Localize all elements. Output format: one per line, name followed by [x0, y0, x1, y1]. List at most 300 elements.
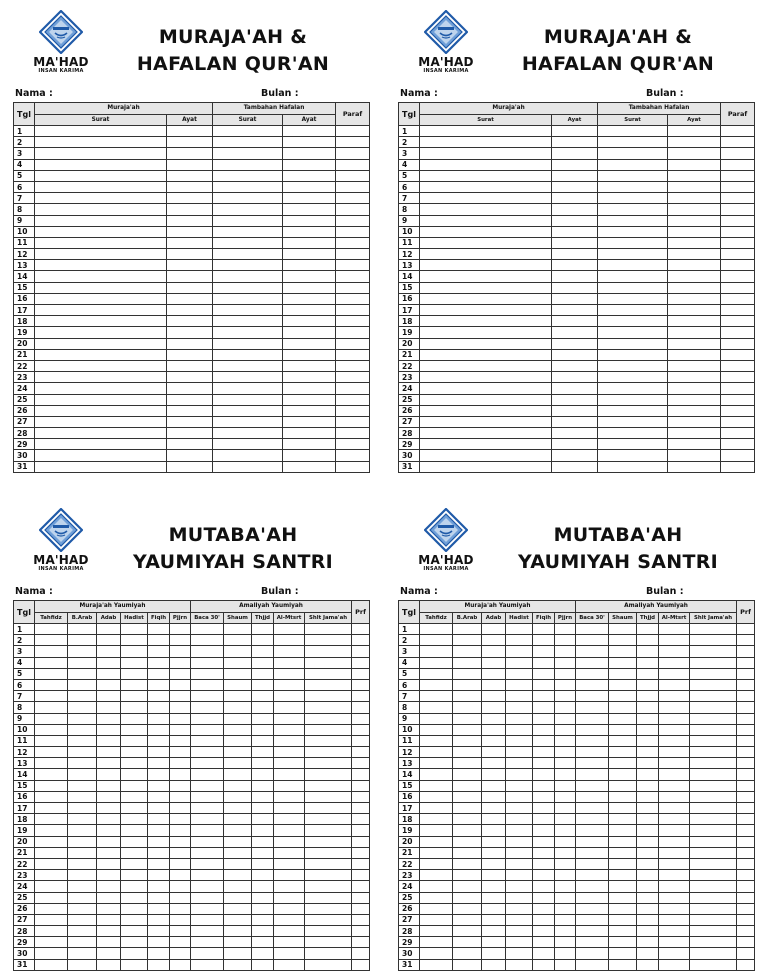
entry-cell[interactable] [420, 948, 453, 959]
entry-cell[interactable] [68, 646, 97, 657]
entry-cell[interactable] [213, 159, 283, 170]
entry-cell[interactable] [420, 260, 552, 271]
entry-cell[interactable] [453, 836, 482, 847]
entry-cell[interactable] [555, 780, 576, 791]
entry-cell[interactable] [552, 159, 598, 170]
entry-cell[interactable] [453, 803, 482, 814]
entry-cell[interactable] [213, 461, 283, 472]
entry-cell[interactable] [224, 803, 252, 814]
entry-cell[interactable] [68, 624, 97, 635]
entry-cell[interactable] [336, 215, 370, 226]
entry-cell[interactable] [533, 702, 555, 713]
entry-cell[interactable] [274, 937, 305, 948]
entry-cell[interactable] [506, 668, 533, 679]
entry-cell[interactable] [121, 870, 148, 881]
entry-cell[interactable] [252, 724, 274, 735]
entry-cell[interactable] [482, 780, 506, 791]
entry-cell[interactable] [35, 428, 167, 439]
entry-cell[interactable] [506, 657, 533, 668]
entry-cell[interactable] [274, 635, 305, 646]
entry-cell[interactable] [609, 668, 637, 679]
entry-cell[interactable] [148, 635, 170, 646]
entry-cell[interactable] [482, 825, 506, 836]
entry-cell[interactable] [506, 791, 533, 802]
entry-cell[interactable] [68, 679, 97, 690]
entry-cell[interactable] [121, 713, 148, 724]
entry-cell[interactable] [167, 148, 213, 159]
entry-cell[interactable] [721, 215, 755, 226]
entry-cell[interactable] [609, 836, 637, 847]
entry-cell[interactable] [737, 635, 755, 646]
entry-cell[interactable] [609, 948, 637, 959]
entry-cell[interactable] [637, 747, 659, 758]
entry-cell[interactable] [609, 780, 637, 791]
entry-cell[interactable] [637, 959, 659, 970]
entry-cell[interactable] [668, 226, 721, 237]
entry-cell[interactable] [352, 769, 370, 780]
entry-cell[interactable] [552, 338, 598, 349]
entry-cell[interactable] [420, 305, 552, 316]
entry-cell[interactable] [305, 858, 352, 869]
entry-cell[interactable] [213, 428, 283, 439]
entry-cell[interactable] [252, 657, 274, 668]
entry-cell[interactable] [576, 926, 609, 937]
entry-cell[interactable] [121, 881, 148, 892]
entry-cell[interactable] [659, 735, 690, 746]
entry-cell[interactable] [191, 702, 224, 713]
entry-cell[interactable] [555, 724, 576, 735]
entry-cell[interactable] [609, 803, 637, 814]
entry-cell[interactable] [305, 814, 352, 825]
entry-cell[interactable] [224, 735, 252, 746]
entry-cell[interactable] [533, 914, 555, 925]
entry-cell[interactable] [668, 327, 721, 338]
entry-cell[interactable] [420, 914, 453, 925]
entry-cell[interactable] [598, 237, 668, 248]
entry-cell[interactable] [352, 959, 370, 970]
entry-cell[interactable] [35, 635, 68, 646]
entry-cell[interactable] [283, 450, 336, 461]
entry-cell[interactable] [482, 713, 506, 724]
entry-cell[interactable] [506, 769, 533, 780]
entry-cell[interactable] [224, 870, 252, 881]
entry-cell[interactable] [170, 646, 191, 657]
entry-cell[interactable] [506, 959, 533, 970]
entry-cell[interactable] [420, 825, 453, 836]
entry-cell[interactable] [506, 814, 533, 825]
entry-cell[interactable] [552, 293, 598, 304]
entry-cell[interactable] [191, 814, 224, 825]
entry-cell[interactable] [420, 170, 552, 181]
entry-cell[interactable] [170, 881, 191, 892]
entry-cell[interactable] [148, 713, 170, 724]
entry-cell[interactable] [35, 360, 167, 371]
entry-cell[interactable] [148, 825, 170, 836]
entry-cell[interactable] [352, 858, 370, 869]
entry-cell[interactable] [148, 948, 170, 959]
entry-cell[interactable] [283, 461, 336, 472]
entry-cell[interactable] [35, 383, 167, 394]
entry-cell[interactable] [576, 914, 609, 925]
entry-cell[interactable] [274, 691, 305, 702]
entry-cell[interactable] [167, 439, 213, 450]
entry-cell[interactable] [213, 383, 283, 394]
entry-cell[interactable] [668, 148, 721, 159]
entry-cell[interactable] [35, 858, 68, 869]
entry-cell[interactable] [453, 959, 482, 970]
entry-cell[interactable] [35, 126, 167, 137]
entry-cell[interactable] [97, 825, 121, 836]
entry-cell[interactable] [148, 758, 170, 769]
entry-cell[interactable] [68, 713, 97, 724]
entry-cell[interactable] [191, 657, 224, 668]
entry-cell[interactable] [213, 215, 283, 226]
entry-cell[interactable] [533, 780, 555, 791]
entry-cell[interactable] [170, 836, 191, 847]
entry-cell[interactable] [420, 814, 453, 825]
entry-cell[interactable] [453, 791, 482, 802]
entry-cell[interactable] [453, 657, 482, 668]
entry-cell[interactable] [35, 836, 68, 847]
entry-cell[interactable] [352, 735, 370, 746]
entry-cell[interactable] [737, 646, 755, 657]
entry-cell[interactable] [555, 679, 576, 690]
entry-cell[interactable] [121, 769, 148, 780]
entry-cell[interactable] [637, 858, 659, 869]
entry-cell[interactable] [148, 836, 170, 847]
entry-cell[interactable] [552, 439, 598, 450]
entry-cell[interactable] [352, 937, 370, 948]
entry-cell[interactable] [420, 724, 453, 735]
entry-cell[interactable] [252, 903, 274, 914]
entry-cell[interactable] [274, 624, 305, 635]
entry-cell[interactable] [170, 657, 191, 668]
entry-cell[interactable] [148, 847, 170, 858]
entry-cell[interactable] [420, 360, 552, 371]
entry-cell[interactable] [420, 159, 552, 170]
entry-cell[interactable] [213, 439, 283, 450]
entry-cell[interactable] [659, 624, 690, 635]
entry-cell[interactable] [213, 405, 283, 416]
entry-cell[interactable] [555, 903, 576, 914]
entry-cell[interactable] [609, 814, 637, 825]
entry-cell[interactable] [552, 383, 598, 394]
entry-cell[interactable] [148, 914, 170, 925]
entry-cell[interactable] [533, 836, 555, 847]
entry-cell[interactable] [506, 870, 533, 881]
entry-cell[interactable] [420, 747, 453, 758]
entry-cell[interactable] [97, 724, 121, 735]
entry-cell[interactable] [305, 791, 352, 802]
entry-cell[interactable] [213, 193, 283, 204]
entry-cell[interactable] [737, 713, 755, 724]
entry-cell[interactable] [637, 702, 659, 713]
entry-cell[interactable] [637, 735, 659, 746]
entry-cell[interactable] [609, 646, 637, 657]
entry-cell[interactable] [552, 305, 598, 316]
entry-cell[interactable] [97, 870, 121, 881]
entry-cell[interactable] [191, 948, 224, 959]
entry-cell[interactable] [252, 646, 274, 657]
entry-cell[interactable] [170, 735, 191, 746]
entry-cell[interactable] [224, 836, 252, 847]
entry-cell[interactable] [167, 170, 213, 181]
entry-cell[interactable] [148, 624, 170, 635]
entry-cell[interactable] [420, 282, 552, 293]
entry-cell[interactable] [252, 948, 274, 959]
entry-cell[interactable] [170, 959, 191, 970]
entry-cell[interactable] [609, 747, 637, 758]
entry-cell[interactable] [598, 383, 668, 394]
entry-cell[interactable] [35, 137, 167, 148]
entry-cell[interactable] [305, 724, 352, 735]
entry-cell[interactable] [224, 914, 252, 925]
entry-cell[interactable] [609, 791, 637, 802]
entry-cell[interactable] [121, 937, 148, 948]
entry-cell[interactable] [283, 249, 336, 260]
entry-cell[interactable] [420, 349, 552, 360]
entry-cell[interactable] [659, 959, 690, 970]
entry-cell[interactable] [35, 903, 68, 914]
entry-cell[interactable] [609, 858, 637, 869]
entry-cell[interactable] [68, 926, 97, 937]
entry-cell[interactable] [167, 237, 213, 248]
entry-cell[interactable] [576, 724, 609, 735]
entry-cell[interactable] [35, 148, 167, 159]
entry-cell[interactable] [552, 260, 598, 271]
entry-cell[interactable] [482, 858, 506, 869]
entry-cell[interactable] [148, 892, 170, 903]
entry-cell[interactable] [336, 137, 370, 148]
entry-cell[interactable] [533, 825, 555, 836]
entry-cell[interactable] [68, 858, 97, 869]
entry-cell[interactable] [274, 926, 305, 937]
entry-cell[interactable] [191, 914, 224, 925]
entry-cell[interactable] [598, 148, 668, 159]
entry-cell[interactable] [555, 668, 576, 679]
entry-cell[interactable] [191, 713, 224, 724]
entry-cell[interactable] [506, 747, 533, 758]
entry-cell[interactable] [252, 825, 274, 836]
entry-cell[interactable] [737, 691, 755, 702]
entry-cell[interactable] [274, 948, 305, 959]
entry-cell[interactable] [97, 758, 121, 769]
entry-cell[interactable] [191, 803, 224, 814]
entry-cell[interactable] [737, 903, 755, 914]
entry-cell[interactable] [576, 769, 609, 780]
entry-cell[interactable] [283, 193, 336, 204]
entry-cell[interactable] [170, 926, 191, 937]
entry-cell[interactable] [453, 814, 482, 825]
entry-cell[interactable] [637, 926, 659, 937]
entry-cell[interactable] [482, 836, 506, 847]
entry-cell[interactable] [555, 870, 576, 881]
entry-cell[interactable] [668, 316, 721, 327]
entry-cell[interactable] [420, 870, 453, 881]
entry-cell[interactable] [552, 405, 598, 416]
entry-cell[interactable] [552, 450, 598, 461]
entry-cell[interactable] [167, 349, 213, 360]
entry-cell[interactable] [555, 657, 576, 668]
entry-cell[interactable] [552, 416, 598, 427]
entry-cell[interactable] [668, 439, 721, 450]
entry-cell[interactable] [121, 858, 148, 869]
entry-cell[interactable] [305, 847, 352, 858]
entry-cell[interactable] [252, 735, 274, 746]
entry-cell[interactable] [170, 892, 191, 903]
entry-cell[interactable] [191, 959, 224, 970]
entry-cell[interactable] [533, 713, 555, 724]
entry-cell[interactable] [737, 870, 755, 881]
entry-cell[interactable] [336, 293, 370, 304]
entry-cell[interactable] [191, 903, 224, 914]
entry-cell[interactable] [420, 461, 552, 472]
entry-cell[interactable] [721, 204, 755, 215]
entry-cell[interactable] [170, 713, 191, 724]
entry-cell[interactable] [35, 327, 167, 338]
entry-cell[interactable] [305, 892, 352, 903]
entry-cell[interactable] [690, 892, 737, 903]
entry-cell[interactable] [598, 461, 668, 472]
entry-cell[interactable] [97, 791, 121, 802]
entry-cell[interactable] [68, 735, 97, 746]
entry-cell[interactable] [453, 702, 482, 713]
entry-cell[interactable] [35, 702, 68, 713]
entry-cell[interactable] [274, 903, 305, 914]
entry-cell[interactable] [721, 293, 755, 304]
entry-cell[interactable] [506, 892, 533, 903]
entry-cell[interactable] [148, 657, 170, 668]
entry-cell[interactable] [167, 193, 213, 204]
entry-cell[interactable] [737, 624, 755, 635]
entry-cell[interactable] [68, 959, 97, 970]
entry-cell[interactable] [533, 679, 555, 690]
entry-cell[interactable] [555, 747, 576, 758]
entry-cell[interactable] [690, 847, 737, 858]
entry-cell[interactable] [555, 769, 576, 780]
entry-cell[interactable] [506, 702, 533, 713]
entry-cell[interactable] [191, 847, 224, 858]
entry-cell[interactable] [336, 237, 370, 248]
entry-cell[interactable] [721, 394, 755, 405]
entry-cell[interactable] [224, 881, 252, 892]
entry-cell[interactable] [283, 260, 336, 271]
entry-cell[interactable] [352, 870, 370, 881]
entry-cell[interactable] [148, 780, 170, 791]
entry-cell[interactable] [420, 836, 453, 847]
entry-cell[interactable] [283, 416, 336, 427]
entry-cell[interactable] [252, 635, 274, 646]
entry-cell[interactable] [213, 305, 283, 316]
entry-cell[interactable] [121, 691, 148, 702]
entry-cell[interactable] [252, 713, 274, 724]
entry-cell[interactable] [121, 758, 148, 769]
entry-cell[interactable] [721, 181, 755, 192]
entry-cell[interactable] [35, 159, 167, 170]
entry-cell[interactable] [609, 624, 637, 635]
entry-cell[interactable] [97, 937, 121, 948]
entry-cell[interactable] [609, 702, 637, 713]
entry-cell[interactable] [420, 903, 453, 914]
entry-cell[interactable] [213, 181, 283, 192]
entry-cell[interactable] [274, 959, 305, 970]
entry-cell[interactable] [598, 249, 668, 260]
entry-cell[interactable] [737, 836, 755, 847]
entry-cell[interactable] [97, 780, 121, 791]
entry-cell[interactable] [609, 892, 637, 903]
entry-cell[interactable] [598, 327, 668, 338]
entry-cell[interactable] [274, 791, 305, 802]
entry-cell[interactable] [121, 679, 148, 690]
entry-cell[interactable] [420, 892, 453, 903]
entry-cell[interactable] [453, 758, 482, 769]
entry-cell[interactable] [420, 780, 453, 791]
entry-cell[interactable] [97, 948, 121, 959]
entry-cell[interactable] [637, 948, 659, 959]
entry-cell[interactable] [170, 914, 191, 925]
entry-cell[interactable] [453, 937, 482, 948]
entry-cell[interactable] [121, 847, 148, 858]
entry-cell[interactable] [737, 948, 755, 959]
entry-cell[interactable] [167, 282, 213, 293]
entry-cell[interactable] [609, 959, 637, 970]
entry-cell[interactable] [598, 394, 668, 405]
entry-cell[interactable] [506, 635, 533, 646]
entry-cell[interactable] [68, 791, 97, 802]
entry-cell[interactable] [191, 635, 224, 646]
entry-cell[interactable] [690, 735, 737, 746]
entry-cell[interactable] [283, 271, 336, 282]
entry-cell[interactable] [637, 635, 659, 646]
entry-cell[interactable] [637, 814, 659, 825]
entry-cell[interactable] [659, 948, 690, 959]
entry-cell[interactable] [68, 937, 97, 948]
entry-cell[interactable] [690, 948, 737, 959]
entry-cell[interactable] [598, 450, 668, 461]
entry-cell[interactable] [336, 271, 370, 282]
entry-cell[interactable] [420, 635, 453, 646]
entry-cell[interactable] [352, 713, 370, 724]
entry-cell[interactable] [213, 338, 283, 349]
entry-cell[interactable] [482, 847, 506, 858]
entry-cell[interactable] [252, 836, 274, 847]
entry-cell[interactable] [148, 959, 170, 970]
entry-cell[interactable] [690, 959, 737, 970]
entry-cell[interactable] [482, 870, 506, 881]
entry-cell[interactable] [336, 405, 370, 416]
entry-cell[interactable] [252, 959, 274, 970]
entry-cell[interactable] [668, 349, 721, 360]
entry-cell[interactable] [224, 959, 252, 970]
entry-cell[interactable] [552, 461, 598, 472]
entry-cell[interactable] [274, 668, 305, 679]
entry-cell[interactable] [97, 769, 121, 780]
entry-cell[interactable] [336, 260, 370, 271]
entry-cell[interactable] [737, 702, 755, 713]
entry-cell[interactable] [576, 668, 609, 679]
entry-cell[interactable] [336, 439, 370, 450]
entry-cell[interactable] [252, 791, 274, 802]
entry-cell[interactable] [167, 126, 213, 137]
entry-cell[interactable] [213, 293, 283, 304]
entry-cell[interactable] [283, 405, 336, 416]
entry-cell[interactable] [737, 847, 755, 858]
entry-cell[interactable] [167, 249, 213, 260]
entry-cell[interactable] [555, 758, 576, 769]
entry-cell[interactable] [68, 691, 97, 702]
entry-cell[interactable] [283, 316, 336, 327]
entry-cell[interactable] [148, 858, 170, 869]
